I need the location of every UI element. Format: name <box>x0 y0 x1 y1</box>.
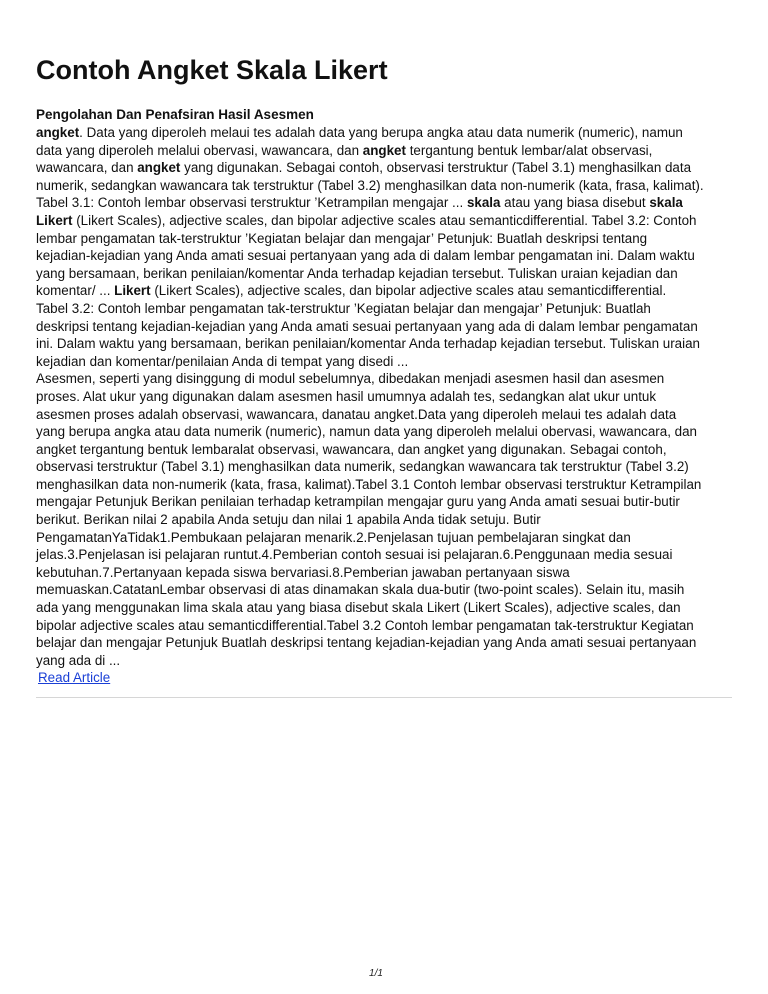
text-run: deskripsi tentang kejadian-kejadian yang Anda amati sesuai pertanyaan yang ada di dalam lembar pengamatan <box>36 318 698 334</box>
highlighted-keyword: skala <box>466 195 501 211</box>
text-line: yang ada di ... <box>36 652 121 668</box>
text-line <box>36 159 736 177</box>
text-line <box>36 230 736 248</box>
text-line: PengamatanYaTidak1.Pembukaan pelajaran menarik.2.Penjelasan tujuan pembelajaran singkat dan <box>36 529 631 545</box>
paragraph-article-excerpt <box>36 370 736 669</box>
text-run: tergantung bentuk lembar/alat observasi, <box>405 142 653 158</box>
text-line: yang berupa angka atau data numerik (numeric), namun data yang diperoleh melalui obervasi, wawancara, dan <box>36 424 697 440</box>
text-line <box>36 353 736 371</box>
text-run: Tabel 3.2: Contoh lembar pengamatan tak-terstruktur ’Kegiatan belajar dan mengajar’ Petunjuk: Buatlah <box>36 300 651 316</box>
text-line <box>36 177 736 195</box>
paragraph-search-snippet <box>36 124 736 370</box>
text-line <box>36 335 736 353</box>
highlighted-keyword: angket <box>362 142 406 158</box>
text-line: mengajar Petunjuk Berikan penilaian terhadap ketrampilan mengajar guru yang Anda amati sesuai butir-butir <box>36 494 680 510</box>
text-run: . Data yang diperoleh melaui tes adalah data yang berupa angka atau data numerik (numeric), namun <box>79 125 683 140</box>
text-line: proses. Alat ukur yang digunakan dalam asesmen hasil umumnya adalah tes, sedangkan alat ukur untuk <box>36 388 657 404</box>
section-heading: Pengolahan Dan Penafsiran Hasil Asesmen <box>36 107 314 122</box>
page-number: 1/1 <box>369 968 383 979</box>
text-run: atau yang biasa disebut <box>500 195 650 211</box>
text-line <box>36 142 736 160</box>
highlighted-keyword: skala <box>649 195 683 211</box>
highlighted-keyword: Likert <box>114 283 151 299</box>
text-line <box>36 282 736 300</box>
text-line: ada yang menggunakan lima skala atau yang biasa disebut skala Likert (Likert Scales), adjective scales, dan <box>36 600 681 616</box>
text-run: kejadian-kejadian yang Anda amati sesuai pertanyaan yang ada di dalam lembar pengamatan ini. Dalam waktu <box>36 248 695 264</box>
text-run: yang bersamaan, berikan penilaian/komentar Anda terhadap kejadian tersebut. Tuliskan uraian kejadian dan <box>36 265 678 281</box>
text-line <box>36 300 736 318</box>
highlighted-keyword: angket <box>36 125 80 140</box>
divider <box>36 697 732 698</box>
page-title: Contoh Angket Skala Likert <box>36 55 388 85</box>
text-line: jelas.3.Penjelasan isi pelajaran runtut.4.Pemberian contoh sesuai isi pelajaran.6.Penggunaan media sesuai <box>36 547 673 563</box>
text-line: bipolar adjective scales atau semanticdifferential.Tabel 3.2 Contoh lembar pengamatan tak-terstruktur Kegiatan <box>36 617 694 633</box>
text-line <box>36 212 736 230</box>
highlighted-keyword: Likert <box>36 212 73 228</box>
text-line <box>36 318 736 336</box>
text-run: lembar pengamatan tak-terstruktur ’Kegiatan belajar dan mengajar’ Petunjuk: Buatlah deskripsi tentang <box>36 230 648 246</box>
text-line <box>36 247 736 265</box>
text-run: numerik, sedangkan wawancara tak terstruktur (Tabel 3.2) menghasilkan data non-numerik (kata, frasa, kalimat). <box>36 177 704 193</box>
read-article-link[interactable]: Read Article <box>38 670 111 686</box>
highlighted-keyword: angket <box>137 160 181 176</box>
text-line: berikut. Berikan nilai 2 apabila Anda setuju dan nilai 1 apabila Anda tidak setuju. Butir <box>36 512 541 528</box>
text-line <box>36 194 736 212</box>
text-line <box>36 124 736 142</box>
text-line: memuaskan.CatatanLembar observasi di atas dinamakan skala dua-butir (two-point scales). Selain itu, masih <box>36 582 685 598</box>
text-run: data yang diperoleh melalui obervasi, wawancara, dan <box>36 142 363 158</box>
text-run: komentar/ ... <box>36 283 115 299</box>
text-line: observasi terstruktur (Tabel 3.1) menghasilkan data numerik, sedangkan wawancara tak terstruktur (Tabel 3.2) <box>36 459 689 475</box>
text-run: kejadian dan komentar/penilaian Anda di tempat yang disedi ... <box>36 353 409 369</box>
text-line: asesmen proses adalah observasi, wawancara, danatau angket.Data yang diperoleh melaui tes adalah data <box>36 406 677 422</box>
text-line: menghasilkan data non-numerik (kata, frasa, kalimat).Tabel 3.1 Contoh lembar observasi terstruktur Ketrampilan <box>36 476 702 492</box>
text-run: (Likert Scales), adjective scales, dan bipolar adjective scales atau semanticdifferential. <box>150 283 667 299</box>
text-run: Tabel 3.1: Contoh lembar observasi terstruktur ’Ketrampilan mengajar ... <box>36 195 467 211</box>
article-body <box>36 124 736 687</box>
text-line: belajar dan mengajar Petunjuk Buatlah deskripsi tentang kejadian-kejadian yang Anda amati sesuai pertanyaan <box>36 635 697 651</box>
text-line <box>36 265 736 283</box>
text-run: ini. Dalam waktu yang bersamaan, berikan penilaian/komentar Anda terhadap kejadian tersebut. Tuliskan uraian <box>36 336 700 352</box>
text-run: (Likert Scales), adjective scales, dan bipolar adjective scales atau semanticdifferential. Tabel 3.2: Contoh <box>72 212 697 228</box>
text-line: Asesmen, seperti yang disinggung di modul sebelumnya, dibedakan menjadi asesmen hasil dan asesmen <box>36 371 665 387</box>
text-run: yang digunakan. Sebagai contoh, observasi terstruktur (Tabel 3.1) menghasilkan data <box>180 160 692 176</box>
text-run: wawancara, dan <box>36 160 138 176</box>
text-line: angket tergantung bentuk lembaralat observasi, wawancara, dan angket yang digunakan. Sebagai contoh, <box>36 441 667 457</box>
text-line: kebutuhan.7.Pertanyaan kepada siswa bervariasi.8.Pemberian jawaban pertanyaan siswa <box>36 564 570 580</box>
